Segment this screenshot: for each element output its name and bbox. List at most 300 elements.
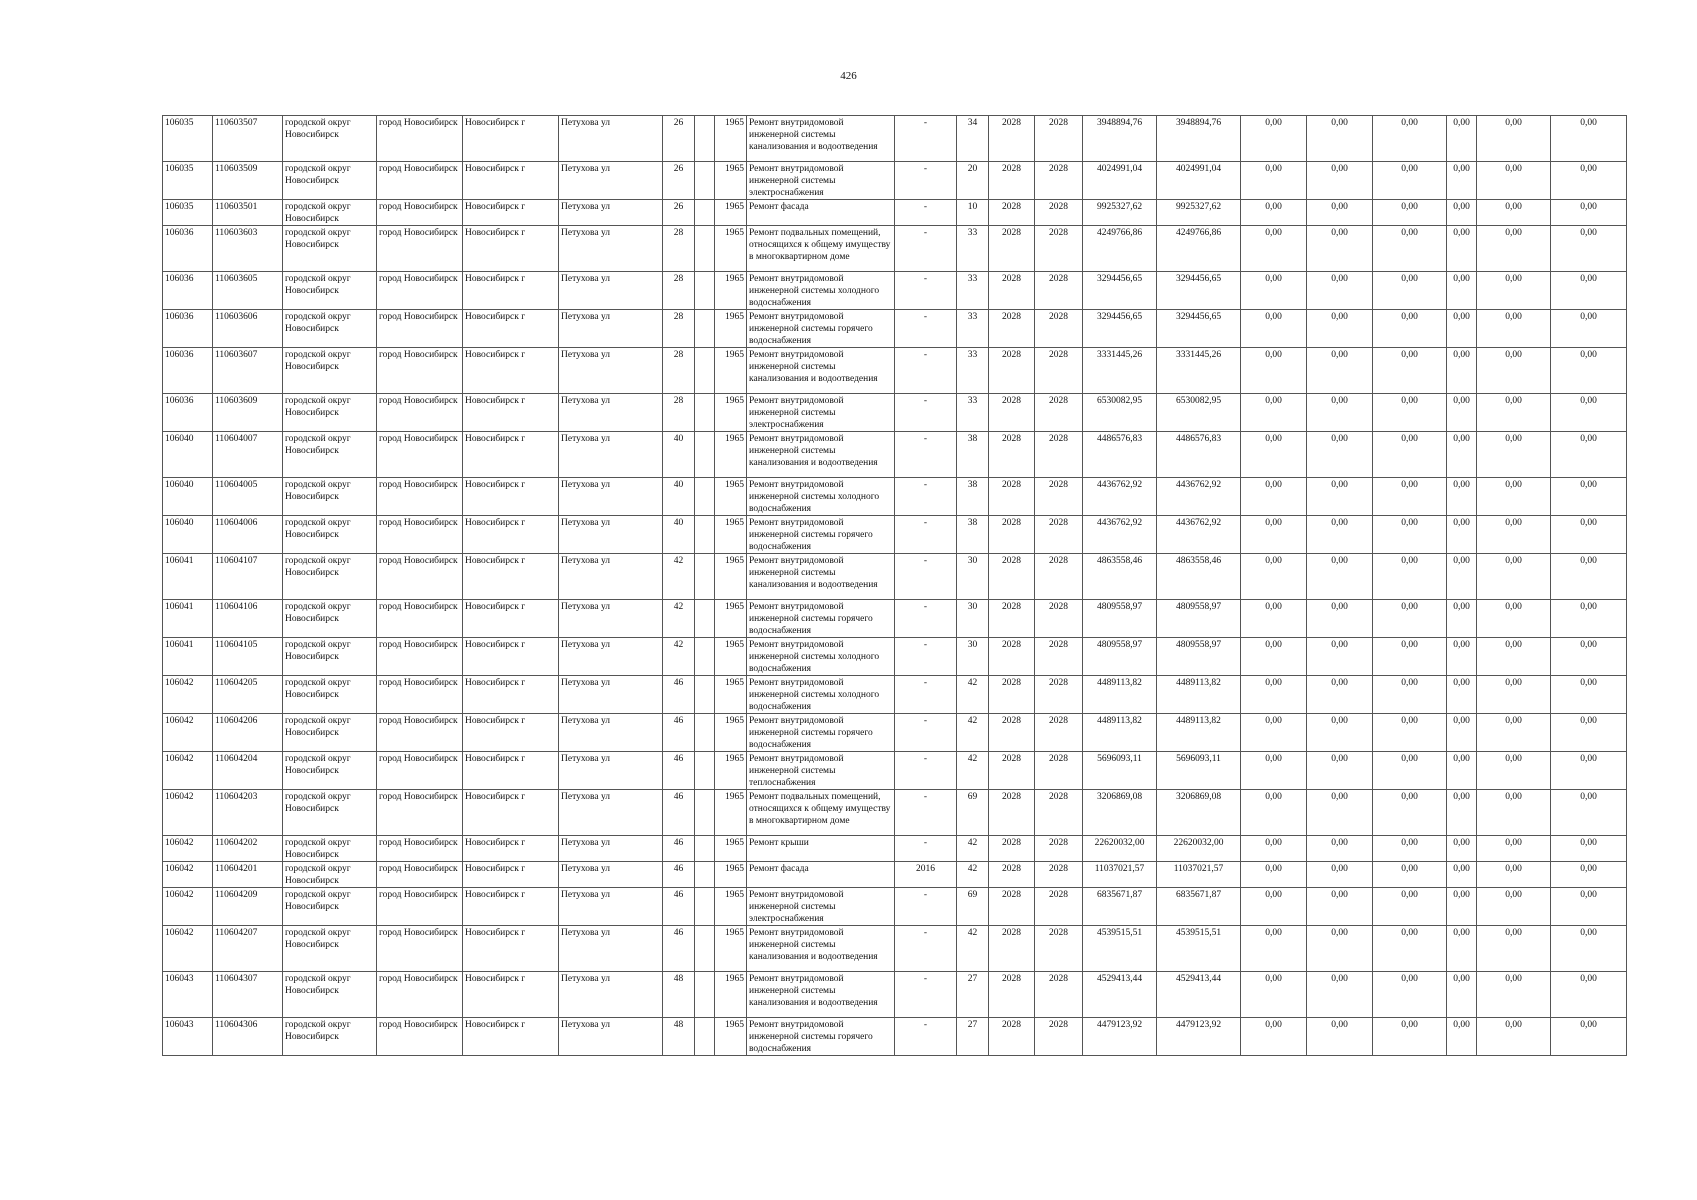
cell-cost-other-1: 0,00 xyxy=(1477,554,1551,600)
cell-municipality: городской округ Новосибирск xyxy=(283,348,377,394)
cell-element-id: 110604005 xyxy=(213,478,283,516)
cell-house-number: 28 xyxy=(663,310,695,348)
table-row xyxy=(163,272,1627,310)
cell-obj-id: 106041 xyxy=(163,638,213,676)
cell-last-repair-year: - xyxy=(895,162,957,200)
cell-city: Новосибирск г xyxy=(463,516,559,554)
cell-settlement: город Новосибирск xyxy=(377,862,463,888)
cell-house-number: 40 xyxy=(663,478,695,516)
cell-plan-year-to: 2028 xyxy=(1035,862,1083,888)
cell-work-type: Ремонт внутридомовой инженерной системы канализования и водоотведения xyxy=(747,554,895,600)
cell-wear-percent: 30 xyxy=(957,638,989,676)
cell-city: Новосибирск г xyxy=(463,926,559,972)
cell-cost-regional: 0,00 xyxy=(1307,714,1373,752)
cell-plan-year-to: 2028 xyxy=(1035,638,1083,676)
cell-cost-owners: 0,00 xyxy=(1447,162,1477,200)
cell-year-built: 1965 xyxy=(715,972,747,1018)
cell-street: Петухова ул xyxy=(559,162,663,200)
cell-city: Новосибирск г xyxy=(463,310,559,348)
cell-wear-percent: 33 xyxy=(957,310,989,348)
cell-plan-year-from: 2028 xyxy=(989,888,1035,926)
cell-obj-id: 106041 xyxy=(163,554,213,600)
cell-work-type: Ремонт внутридомовой инженерной системы электроснабжения xyxy=(747,394,895,432)
cell-plan-year-from: 2028 xyxy=(989,478,1035,516)
cell-city: Новосибирск г xyxy=(463,554,559,600)
cell-element-id: 110603606 xyxy=(213,310,283,348)
table-row xyxy=(163,676,1627,714)
cell-street: Петухова ул xyxy=(559,200,663,226)
cell-last-repair-year: - xyxy=(895,272,957,310)
cell-cost-other-2: 0,00 xyxy=(1551,516,1627,554)
table-row xyxy=(163,752,1627,790)
cell-work-type: Ремонт внутридомовой инженерной системы холодного водоснабжения xyxy=(747,638,895,676)
cell-last-repair-year: - xyxy=(895,200,957,226)
cell-element-id: 110604007 xyxy=(213,432,283,478)
cell-street: Петухова ул xyxy=(559,676,663,714)
cell-city: Новосибирск г xyxy=(463,478,559,516)
cell-plan-year-from: 2028 xyxy=(989,394,1035,432)
cell-cost-federal: 0,00 xyxy=(1241,162,1307,200)
cell-city: Новосибирск г xyxy=(463,752,559,790)
cell-obj-id: 106036 xyxy=(163,348,213,394)
cell-cost-other-2: 0,00 xyxy=(1551,478,1627,516)
cell-element-id: 110603507 xyxy=(213,116,283,162)
cell-municipality: городской округ Новосибирск xyxy=(283,714,377,752)
cell-last-repair-year: - xyxy=(895,478,957,516)
cell-cost-federal: 0,00 xyxy=(1241,478,1307,516)
cell-building xyxy=(695,862,715,888)
cell-last-repair-year: - xyxy=(895,926,957,972)
table-row xyxy=(163,478,1627,516)
cell-cost-owners: 0,00 xyxy=(1447,478,1477,516)
cell-municipality: городской округ Новосибирск xyxy=(283,638,377,676)
cell-cost-regional: 0,00 xyxy=(1307,116,1373,162)
cell-city: Новосибирск г xyxy=(463,394,559,432)
cell-wear-percent: 27 xyxy=(957,972,989,1018)
cell-last-repair-year: - xyxy=(895,226,957,272)
cell-cost-owners: 0,00 xyxy=(1447,200,1477,226)
cell-settlement: город Новосибирск xyxy=(377,600,463,638)
cell-municipality: городской округ Новосибирск xyxy=(283,836,377,862)
cell-cost-fund: 4529413,44 xyxy=(1157,972,1241,1018)
cell-plan-year-from: 2028 xyxy=(989,554,1035,600)
cell-cost-local: 0,00 xyxy=(1373,888,1447,926)
cell-building xyxy=(695,600,715,638)
cell-cost-other-1: 0,00 xyxy=(1477,1018,1551,1056)
cell-last-repair-year: - xyxy=(895,836,957,862)
cell-year-built: 1965 xyxy=(715,226,747,272)
cell-cost-total: 4809558,97 xyxy=(1083,638,1157,676)
cell-cost-federal: 0,00 xyxy=(1241,516,1307,554)
cell-obj-id: 106043 xyxy=(163,972,213,1018)
cell-settlement: город Новосибирск xyxy=(377,972,463,1018)
cell-municipality: городской округ Новосибирск xyxy=(283,432,377,478)
table-row xyxy=(163,714,1627,752)
cell-municipality: городской округ Новосибирск xyxy=(283,394,377,432)
cell-building xyxy=(695,348,715,394)
cell-element-id: 110604106 xyxy=(213,600,283,638)
cell-plan-year-to: 2028 xyxy=(1035,348,1083,394)
cell-cost-regional: 0,00 xyxy=(1307,790,1373,836)
cell-year-built: 1965 xyxy=(715,926,747,972)
cell-cost-owners: 0,00 xyxy=(1447,790,1477,836)
cell-street: Петухова ул xyxy=(559,478,663,516)
cell-element-id: 110604107 xyxy=(213,554,283,600)
cell-wear-percent: 33 xyxy=(957,348,989,394)
cell-settlement: город Новосибирск xyxy=(377,836,463,862)
cell-cost-regional: 0,00 xyxy=(1307,432,1373,478)
cell-cost-local: 0,00 xyxy=(1373,200,1447,226)
cell-cost-fund: 3948894,76 xyxy=(1157,116,1241,162)
cell-cost-other-2: 0,00 xyxy=(1551,836,1627,862)
cell-cost-federal: 0,00 xyxy=(1241,714,1307,752)
cell-city: Новосибирск г xyxy=(463,790,559,836)
cell-obj-id: 106043 xyxy=(163,1018,213,1056)
cell-cost-total: 6530082,95 xyxy=(1083,394,1157,432)
cell-street: Петухова ул xyxy=(559,116,663,162)
cell-cost-owners: 0,00 xyxy=(1447,116,1477,162)
cell-cost-fund: 4489113,82 xyxy=(1157,676,1241,714)
cell-work-type: Ремонт внутридомовой инженерной системы холодного водоснабжения xyxy=(747,676,895,714)
repair-register-table xyxy=(162,115,1627,1056)
cell-cost-owners: 0,00 xyxy=(1447,516,1477,554)
cell-plan-year-from: 2028 xyxy=(989,116,1035,162)
cell-street: Петухова ул xyxy=(559,554,663,600)
cell-obj-id: 106040 xyxy=(163,516,213,554)
cell-plan-year-to: 2028 xyxy=(1035,516,1083,554)
cell-work-type: Ремонт подвальных помещений, относящихся к общему имуществу в многоквартирном доме xyxy=(747,226,895,272)
cell-cost-owners: 0,00 xyxy=(1447,836,1477,862)
cell-obj-id: 106040 xyxy=(163,478,213,516)
cell-cost-federal: 0,00 xyxy=(1241,836,1307,862)
cell-obj-id: 106042 xyxy=(163,714,213,752)
cell-cost-regional: 0,00 xyxy=(1307,478,1373,516)
cell-plan-year-to: 2028 xyxy=(1035,888,1083,926)
cell-settlement: город Новосибирск xyxy=(377,310,463,348)
cell-cost-federal: 0,00 xyxy=(1241,972,1307,1018)
cell-year-built: 1965 xyxy=(715,116,747,162)
cell-settlement: город Новосибирск xyxy=(377,1018,463,1056)
cell-building xyxy=(695,676,715,714)
table-row xyxy=(163,888,1627,926)
table-row xyxy=(163,432,1627,478)
cell-plan-year-from: 2028 xyxy=(989,516,1035,554)
cell-cost-owners: 0,00 xyxy=(1447,638,1477,676)
cell-wear-percent: 33 xyxy=(957,226,989,272)
cell-cost-other-2: 0,00 xyxy=(1551,790,1627,836)
cell-wear-percent: 27 xyxy=(957,1018,989,1056)
cell-obj-id: 106042 xyxy=(163,790,213,836)
cell-cost-local: 0,00 xyxy=(1373,862,1447,888)
cell-building xyxy=(695,836,715,862)
cell-year-built: 1965 xyxy=(715,600,747,638)
cell-year-built: 1965 xyxy=(715,554,747,600)
cell-cost-other-1: 0,00 xyxy=(1477,516,1551,554)
cell-element-id: 110603603 xyxy=(213,226,283,272)
cell-street: Петухова ул xyxy=(559,926,663,972)
cell-cost-regional: 0,00 xyxy=(1307,600,1373,638)
cell-street: Петухова ул xyxy=(559,1018,663,1056)
cell-house-number: 40 xyxy=(663,516,695,554)
cell-cost-owners: 0,00 xyxy=(1447,310,1477,348)
cell-building xyxy=(695,1018,715,1056)
cell-cost-owners: 0,00 xyxy=(1447,888,1477,926)
cell-street: Петухова ул xyxy=(559,752,663,790)
cell-cost-other-1: 0,00 xyxy=(1477,926,1551,972)
cell-settlement: город Новосибирск xyxy=(377,394,463,432)
cell-wear-percent: 69 xyxy=(957,790,989,836)
cell-cost-other-1: 0,00 xyxy=(1477,348,1551,394)
cell-cost-local: 0,00 xyxy=(1373,836,1447,862)
cell-cost-other-1: 0,00 xyxy=(1477,600,1551,638)
cell-cost-federal: 0,00 xyxy=(1241,600,1307,638)
cell-cost-other-1: 0,00 xyxy=(1477,226,1551,272)
cell-cost-fund: 3331445,26 xyxy=(1157,348,1241,394)
cell-municipality: городской округ Новосибирск xyxy=(283,888,377,926)
cell-house-number: 46 xyxy=(663,676,695,714)
cell-cost-other-2: 0,00 xyxy=(1551,348,1627,394)
cell-cost-owners: 0,00 xyxy=(1447,926,1477,972)
cell-work-type: Ремонт внутридомовой инженерной системы электроснабжения xyxy=(747,888,895,926)
cell-street: Петухова ул xyxy=(559,888,663,926)
cell-plan-year-to: 2028 xyxy=(1035,310,1083,348)
cell-year-built: 1965 xyxy=(715,752,747,790)
cell-street: Петухова ул xyxy=(559,310,663,348)
cell-cost-owners: 0,00 xyxy=(1447,862,1477,888)
cell-wear-percent: 42 xyxy=(957,926,989,972)
cell-cost-fund: 6530082,95 xyxy=(1157,394,1241,432)
cell-cost-other-2: 0,00 xyxy=(1551,1018,1627,1056)
cell-obj-id: 106036 xyxy=(163,272,213,310)
cell-house-number: 42 xyxy=(663,600,695,638)
cell-house-number: 46 xyxy=(663,862,695,888)
cell-work-type: Ремонт внутридомовой инженерной системы горячего водоснабжения xyxy=(747,600,895,638)
table-row xyxy=(163,554,1627,600)
cell-cost-fund: 4479123,92 xyxy=(1157,1018,1241,1056)
cell-city: Новосибирск г xyxy=(463,200,559,226)
cell-element-id: 110604201 xyxy=(213,862,283,888)
cell-municipality: городской округ Новосибирск xyxy=(283,200,377,226)
cell-cost-fund: 4809558,97 xyxy=(1157,600,1241,638)
cell-plan-year-to: 2028 xyxy=(1035,478,1083,516)
cell-cost-federal: 0,00 xyxy=(1241,752,1307,790)
cell-plan-year-from: 2028 xyxy=(989,162,1035,200)
cell-cost-owners: 0,00 xyxy=(1447,600,1477,638)
cell-city: Новосибирск г xyxy=(463,162,559,200)
cell-plan-year-to: 2028 xyxy=(1035,432,1083,478)
cell-cost-local: 0,00 xyxy=(1373,972,1447,1018)
cell-element-id: 110603509 xyxy=(213,162,283,200)
cell-last-repair-year: - xyxy=(895,116,957,162)
cell-wear-percent: 42 xyxy=(957,752,989,790)
cell-settlement: город Новосибирск xyxy=(377,478,463,516)
cell-settlement: город Новосибирск xyxy=(377,516,463,554)
cell-cost-other-2: 0,00 xyxy=(1551,714,1627,752)
cell-cost-owners: 0,00 xyxy=(1447,226,1477,272)
cell-building xyxy=(695,888,715,926)
cell-work-type: Ремонт внутридомовой инженерной системы холодного водоснабжения xyxy=(747,478,895,516)
cell-cost-local: 0,00 xyxy=(1373,116,1447,162)
table-row xyxy=(163,394,1627,432)
cell-cost-total: 6835671,87 xyxy=(1083,888,1157,926)
cell-plan-year-to: 2028 xyxy=(1035,676,1083,714)
cell-obj-id: 106042 xyxy=(163,752,213,790)
cell-cost-federal: 0,00 xyxy=(1241,226,1307,272)
cell-building xyxy=(695,926,715,972)
cell-cost-federal: 0,00 xyxy=(1241,554,1307,600)
cell-year-built: 1965 xyxy=(715,714,747,752)
cell-cost-regional: 0,00 xyxy=(1307,676,1373,714)
cell-cost-total: 3294456,65 xyxy=(1083,272,1157,310)
cell-wear-percent: 10 xyxy=(957,200,989,226)
cell-element-id: 110604205 xyxy=(213,676,283,714)
cell-city: Новосибирск г xyxy=(463,226,559,272)
cell-cost-total: 4479123,92 xyxy=(1083,1018,1157,1056)
cell-obj-id: 106042 xyxy=(163,676,213,714)
cell-municipality: городской округ Новосибирск xyxy=(283,226,377,272)
cell-work-type: Ремонт внутридомовой инженерной системы канализования и водоотведения xyxy=(747,116,895,162)
cell-cost-fund: 4024991,04 xyxy=(1157,162,1241,200)
cell-house-number: 46 xyxy=(663,790,695,836)
cell-work-type: Ремонт крыши xyxy=(747,836,895,862)
cell-plan-year-from: 2028 xyxy=(989,600,1035,638)
cell-cost-owners: 0,00 xyxy=(1447,972,1477,1018)
cell-plan-year-from: 2028 xyxy=(989,862,1035,888)
cell-municipality: городской округ Новосибирск xyxy=(283,554,377,600)
cell-cost-total: 4436762,92 xyxy=(1083,478,1157,516)
cell-wear-percent: 42 xyxy=(957,836,989,862)
cell-cost-local: 0,00 xyxy=(1373,790,1447,836)
cell-work-type: Ремонт внутридомовой инженерной системы холодного водоснабжения xyxy=(747,272,895,310)
cell-house-number: 46 xyxy=(663,836,695,862)
cell-plan-year-to: 2028 xyxy=(1035,1018,1083,1056)
cell-cost-regional: 0,00 xyxy=(1307,972,1373,1018)
cell-street: Петухова ул xyxy=(559,394,663,432)
cell-cost-other-2: 0,00 xyxy=(1551,600,1627,638)
cell-cost-federal: 0,00 xyxy=(1241,1018,1307,1056)
cell-street: Петухова ул xyxy=(559,600,663,638)
cell-last-repair-year: - xyxy=(895,972,957,1018)
table-row xyxy=(163,836,1627,862)
cell-cost-federal: 0,00 xyxy=(1241,394,1307,432)
cell-plan-year-from: 2028 xyxy=(989,790,1035,836)
cell-municipality: городской округ Новосибирск xyxy=(283,972,377,1018)
cell-municipality: городской округ Новосибирск xyxy=(283,862,377,888)
cell-municipality: городской округ Новосибирск xyxy=(283,516,377,554)
cell-settlement: город Новосибирск xyxy=(377,752,463,790)
cell-building xyxy=(695,394,715,432)
table-row xyxy=(163,116,1627,162)
cell-element-id: 110603607 xyxy=(213,348,283,394)
cell-last-repair-year: - xyxy=(895,676,957,714)
cell-cost-total: 3206869,08 xyxy=(1083,790,1157,836)
cell-municipality: городской округ Новосибирск xyxy=(283,272,377,310)
cell-city: Новосибирск г xyxy=(463,348,559,394)
cell-wear-percent: 38 xyxy=(957,432,989,478)
cell-wear-percent: 38 xyxy=(957,478,989,516)
cell-work-type: Ремонт внутридомовой инженерной системы горячего водоснабжения xyxy=(747,1018,895,1056)
cell-plan-year-to: 2028 xyxy=(1035,752,1083,790)
cell-building xyxy=(695,162,715,200)
cell-cost-other-2: 0,00 xyxy=(1551,432,1627,478)
cell-work-type: Ремонт фасада xyxy=(747,200,895,226)
cell-cost-other-1: 0,00 xyxy=(1477,752,1551,790)
cell-year-built: 1965 xyxy=(715,394,747,432)
cell-cost-fund: 6835671,87 xyxy=(1157,888,1241,926)
cell-obj-id: 106040 xyxy=(163,432,213,478)
cell-last-repair-year: - xyxy=(895,1018,957,1056)
cell-cost-fund: 3206869,08 xyxy=(1157,790,1241,836)
cell-street: Петухова ул xyxy=(559,348,663,394)
cell-cost-regional: 0,00 xyxy=(1307,272,1373,310)
cell-cost-other-2: 0,00 xyxy=(1551,272,1627,310)
cell-cost-other-2: 0,00 xyxy=(1551,200,1627,226)
cell-house-number: 26 xyxy=(663,116,695,162)
cell-cost-regional: 0,00 xyxy=(1307,1018,1373,1056)
cell-cost-regional: 0,00 xyxy=(1307,162,1373,200)
cell-cost-other-1: 0,00 xyxy=(1477,432,1551,478)
cell-cost-local: 0,00 xyxy=(1373,394,1447,432)
cell-plan-year-from: 2028 xyxy=(989,226,1035,272)
cell-house-number: 46 xyxy=(663,752,695,790)
cell-house-number: 48 xyxy=(663,972,695,1018)
cell-building xyxy=(695,972,715,1018)
cell-year-built: 1965 xyxy=(715,432,747,478)
cell-house-number: 26 xyxy=(663,162,695,200)
cell-cost-local: 0,00 xyxy=(1373,638,1447,676)
cell-cost-regional: 0,00 xyxy=(1307,638,1373,676)
cell-cost-total: 4863558,46 xyxy=(1083,554,1157,600)
cell-street: Петухова ул xyxy=(559,714,663,752)
cell-last-repair-year: - xyxy=(895,554,957,600)
cell-settlement: город Новосибирск xyxy=(377,638,463,676)
cell-building xyxy=(695,516,715,554)
cell-cost-fund: 4489113,82 xyxy=(1157,714,1241,752)
cell-street: Петухова ул xyxy=(559,972,663,1018)
cell-cost-other-1: 0,00 xyxy=(1477,676,1551,714)
cell-cost-other-2: 0,00 xyxy=(1551,394,1627,432)
cell-cost-other-1: 0,00 xyxy=(1477,888,1551,926)
cell-cost-owners: 0,00 xyxy=(1447,432,1477,478)
cell-plan-year-to: 2028 xyxy=(1035,200,1083,226)
cell-cost-federal: 0,00 xyxy=(1241,888,1307,926)
cell-obj-id: 106042 xyxy=(163,862,213,888)
cell-cost-other-1: 0,00 xyxy=(1477,790,1551,836)
cell-obj-id: 106042 xyxy=(163,836,213,862)
table-row xyxy=(163,516,1627,554)
cell-plan-year-from: 2028 xyxy=(989,676,1035,714)
cell-work-type: Ремонт фасада xyxy=(747,862,895,888)
cell-cost-local: 0,00 xyxy=(1373,432,1447,478)
cell-cost-fund: 5696093,11 xyxy=(1157,752,1241,790)
cell-cost-local: 0,00 xyxy=(1373,478,1447,516)
cell-year-built: 1965 xyxy=(715,162,747,200)
cell-work-type: Ремонт внутридомовой инженерной системы канализования и водоотведения xyxy=(747,926,895,972)
cell-last-repair-year: - xyxy=(895,394,957,432)
cell-house-number: 28 xyxy=(663,348,695,394)
cell-municipality: городской округ Новосибирск xyxy=(283,1018,377,1056)
cell-city: Новосибирск г xyxy=(463,638,559,676)
cell-cost-total: 9925327,62 xyxy=(1083,200,1157,226)
cell-wear-percent: 42 xyxy=(957,862,989,888)
cell-cost-owners: 0,00 xyxy=(1447,348,1477,394)
cell-plan-year-from: 2028 xyxy=(989,926,1035,972)
cell-city: Новосибирск г xyxy=(463,676,559,714)
cell-city: Новосибирск г xyxy=(463,836,559,862)
cell-street: Петухова ул xyxy=(559,272,663,310)
cell-plan-year-from: 2028 xyxy=(989,1018,1035,1056)
cell-cost-fund: 3294456,65 xyxy=(1157,272,1241,310)
